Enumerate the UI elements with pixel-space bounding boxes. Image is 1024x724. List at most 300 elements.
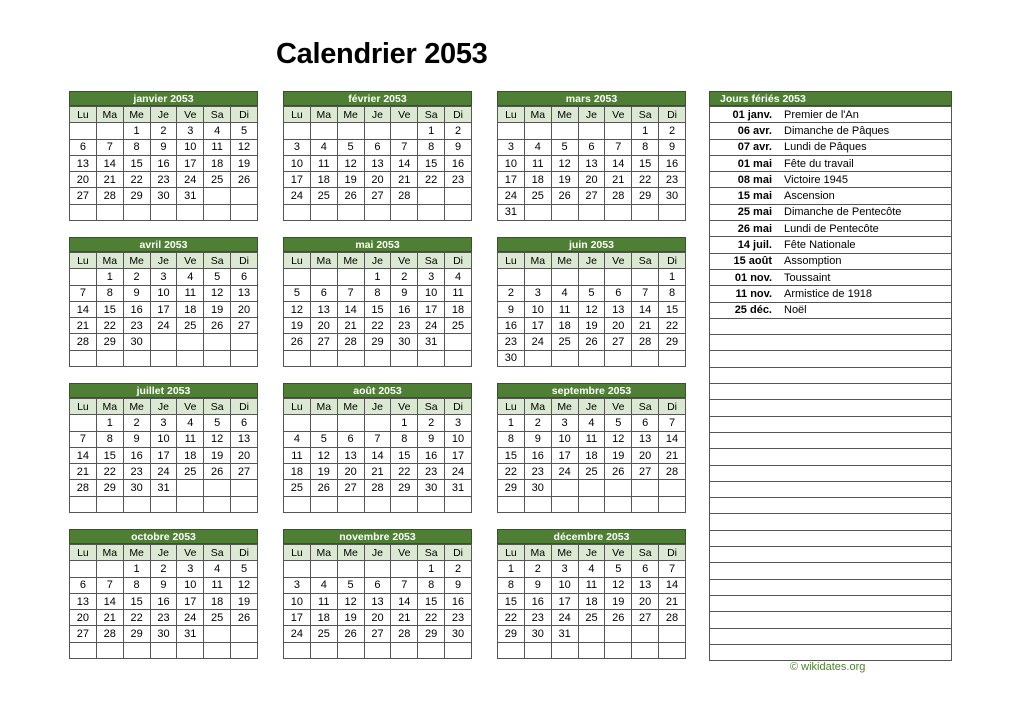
day-cell: 14 — [659, 431, 686, 447]
day-cell — [96, 350, 123, 366]
weekday-label: Ma — [96, 399, 123, 415]
holiday-date — [710, 318, 777, 334]
month-calendar — [283, 237, 472, 367]
day-cell — [364, 561, 391, 577]
day-cell — [605, 642, 632, 658]
day-cell: 6 — [310, 285, 337, 301]
day-cell: 27 — [310, 334, 337, 350]
day-cell: 29 — [123, 188, 150, 204]
day-cell: 28 — [96, 188, 123, 204]
day-cell: 7 — [96, 577, 123, 593]
holiday-date — [710, 547, 777, 563]
holiday-row — [710, 302, 952, 318]
holiday-name — [776, 514, 952, 530]
holiday-name — [776, 318, 952, 334]
week-row — [284, 610, 472, 626]
day-cell: 3 — [445, 415, 472, 431]
weekday-label: Ve — [391, 399, 418, 415]
day-cell: 23 — [418, 464, 445, 480]
day-cell: 17 — [551, 593, 578, 609]
day-cell — [70, 642, 97, 658]
day-cell — [498, 496, 525, 512]
day-cell: 17 — [177, 593, 204, 609]
day-cell: 21 — [96, 172, 123, 188]
week-row — [498, 285, 686, 301]
day-cell — [632, 626, 659, 642]
day-cell: 23 — [524, 464, 551, 480]
holiday-row — [710, 367, 952, 383]
day-cell — [96, 561, 123, 577]
day-cell: 27 — [70, 188, 97, 204]
day-cell — [551, 269, 578, 285]
weekday-label: Ve — [605, 545, 632, 561]
day-cell — [177, 204, 204, 220]
day-cell: 25 — [578, 610, 605, 626]
day-cell: 22 — [364, 318, 391, 334]
month-header: avril 2053 — [69, 237, 258, 252]
day-cell: 8 — [96, 285, 123, 301]
weekday-label: Je — [364, 545, 391, 561]
month-calendar — [69, 91, 258, 221]
day-cell: 14 — [605, 155, 632, 171]
weekday-label: Sa — [204, 545, 231, 561]
day-cell: 21 — [364, 464, 391, 480]
week-row — [284, 593, 472, 609]
day-cell: 24 — [177, 172, 204, 188]
day-cell: 3 — [150, 415, 177, 431]
day-cell: 24 — [524, 334, 551, 350]
weekday-label: Ve — [177, 107, 204, 123]
day-cell: 29 — [498, 480, 525, 496]
holiday-row — [710, 253, 952, 269]
day-cell: 25 — [578, 464, 605, 480]
day-cell — [605, 480, 632, 496]
holiday-row — [710, 481, 952, 497]
week-row — [498, 350, 686, 366]
day-cell: 11 — [310, 155, 337, 171]
day-cell: 19 — [605, 447, 632, 463]
week-row — [498, 334, 686, 350]
day-cell: 30 — [445, 626, 472, 642]
day-cell: 8 — [498, 431, 525, 447]
day-cell — [578, 269, 605, 285]
holiday-row — [710, 514, 952, 530]
week-row — [70, 464, 258, 480]
day-cell — [310, 269, 337, 285]
day-cell — [524, 642, 551, 658]
day-cell — [96, 204, 123, 220]
day-cell — [337, 561, 364, 577]
day-cell: 18 — [578, 447, 605, 463]
weekday-label: Je — [578, 399, 605, 415]
weekday-label: Ve — [605, 107, 632, 123]
day-cell: 10 — [284, 593, 311, 609]
week-row — [498, 172, 686, 188]
day-cell: 5 — [605, 415, 632, 431]
week-row — [70, 577, 258, 593]
day-cell: 17 — [177, 155, 204, 171]
day-cell: 23 — [498, 334, 525, 350]
day-cell — [70, 415, 97, 431]
day-cell — [123, 496, 150, 512]
day-cell: 12 — [204, 431, 231, 447]
day-cell: 9 — [123, 285, 150, 301]
holiday-date: 15 août — [710, 253, 777, 269]
day-cell: 8 — [123, 139, 150, 155]
day-cell: 31 — [445, 480, 472, 496]
day-cell: 10 — [498, 155, 525, 171]
day-cell: 26 — [337, 188, 364, 204]
day-cell: 8 — [418, 577, 445, 593]
day-cell: 23 — [150, 610, 177, 626]
week-row — [70, 204, 258, 220]
day-cell: 29 — [96, 334, 123, 350]
holiday-row — [710, 351, 952, 367]
day-cell — [284, 123, 311, 139]
day-cell: 5 — [337, 139, 364, 155]
day-cell: 7 — [391, 139, 418, 155]
week-row — [284, 464, 472, 480]
week-row — [284, 269, 472, 285]
day-cell — [498, 269, 525, 285]
day-cell — [632, 269, 659, 285]
day-cell: 28 — [391, 188, 418, 204]
day-cell: 16 — [150, 155, 177, 171]
page-title: Calendrier 2053 — [276, 38, 488, 70]
weekday-label: Lu — [70, 399, 97, 415]
holiday-date: 06 avr. — [710, 123, 777, 139]
week-row — [498, 269, 686, 285]
day-cell — [364, 415, 391, 431]
day-cell: 3 — [284, 139, 311, 155]
weekday-label: Lu — [284, 399, 311, 415]
day-cell — [605, 123, 632, 139]
day-cell: 27 — [231, 318, 258, 334]
week-row — [284, 480, 472, 496]
week-row — [284, 155, 472, 171]
holiday-row — [710, 221, 952, 237]
day-cell: 6 — [231, 415, 258, 431]
day-cell — [96, 123, 123, 139]
day-cell — [632, 350, 659, 366]
day-cell — [123, 642, 150, 658]
day-cell: 12 — [231, 577, 258, 593]
month-calendar — [283, 383, 472, 513]
day-cell: 1 — [659, 269, 686, 285]
day-cell — [418, 188, 445, 204]
weekday-label: Me — [337, 107, 364, 123]
day-cell: 21 — [659, 593, 686, 609]
day-cell: 4 — [204, 123, 231, 139]
day-cell: 29 — [659, 334, 686, 350]
day-cell: 22 — [96, 464, 123, 480]
weekday-label: Lu — [498, 253, 525, 269]
day-cell — [204, 334, 231, 350]
day-cell: 28 — [364, 480, 391, 496]
day-cell: 25 — [284, 480, 311, 496]
day-cell — [177, 480, 204, 496]
holiday-name: Fête Nationale — [776, 237, 952, 253]
weekday-label: Sa — [204, 107, 231, 123]
day-cell: 4 — [204, 561, 231, 577]
weekday-label: Di — [659, 545, 686, 561]
day-cell: 8 — [632, 139, 659, 155]
day-cell: 26 — [551, 188, 578, 204]
holiday-date — [710, 400, 777, 416]
day-cell — [231, 350, 258, 366]
day-cell: 2 — [150, 123, 177, 139]
day-cell: 28 — [391, 626, 418, 642]
day-cell: 28 — [659, 610, 686, 626]
holiday-row — [710, 335, 952, 351]
holiday-row — [710, 449, 952, 465]
day-cell: 3 — [150, 269, 177, 285]
month-calendar — [497, 91, 686, 221]
day-cell — [150, 350, 177, 366]
day-cell — [284, 415, 311, 431]
holiday-name — [776, 335, 952, 351]
day-cell: 10 — [551, 431, 578, 447]
day-cell: 1 — [498, 561, 525, 577]
week-row — [70, 480, 258, 496]
weekday-label: Me — [551, 399, 578, 415]
day-cell: 25 — [445, 318, 472, 334]
day-cell — [70, 561, 97, 577]
day-cell — [445, 496, 472, 512]
month-header: octobre 2053 — [69, 529, 258, 544]
weekday-label: Je — [150, 253, 177, 269]
day-cell: 12 — [310, 447, 337, 463]
weekday-label: Sa — [418, 399, 445, 415]
weekday-label: Ve — [177, 545, 204, 561]
week-row — [284, 642, 472, 658]
day-cell: 1 — [498, 415, 525, 431]
day-cell: 14 — [337, 301, 364, 317]
day-cell: 11 — [310, 593, 337, 609]
holiday-date — [710, 449, 777, 465]
holiday-date: 11 nov. — [710, 286, 777, 302]
day-cell — [364, 204, 391, 220]
day-cell: 31 — [177, 626, 204, 642]
day-cell: 25 — [177, 318, 204, 334]
day-cell: 31 — [551, 626, 578, 642]
holiday-row — [710, 432, 952, 448]
day-cell: 15 — [96, 301, 123, 317]
weekday-label: Di — [231, 399, 258, 415]
holiday-name — [776, 416, 952, 432]
day-cell: 1 — [418, 123, 445, 139]
holiday-row — [710, 123, 952, 139]
day-cell: 29 — [364, 334, 391, 350]
day-cell — [204, 480, 231, 496]
week-row — [284, 350, 472, 366]
weekday-label: Di — [659, 399, 686, 415]
day-cell: 22 — [123, 610, 150, 626]
day-cell — [551, 642, 578, 658]
week-row — [70, 123, 258, 139]
day-cell — [524, 350, 551, 366]
weekday-label: Di — [231, 253, 258, 269]
day-cell: 12 — [284, 301, 311, 317]
day-cell — [204, 496, 231, 512]
day-cell: 19 — [231, 155, 258, 171]
day-cell — [418, 204, 445, 220]
day-cell: 26 — [337, 626, 364, 642]
weekday-row — [284, 107, 472, 123]
day-cell — [391, 496, 418, 512]
day-cell: 24 — [445, 464, 472, 480]
holiday-name — [776, 547, 952, 563]
day-cell — [364, 642, 391, 658]
holiday-date: 14 juil. — [710, 237, 777, 253]
day-cell: 16 — [391, 301, 418, 317]
day-cell: 1 — [123, 123, 150, 139]
day-cell: 27 — [231, 464, 258, 480]
weekday-label: Ma — [524, 399, 551, 415]
day-cell: 18 — [578, 593, 605, 609]
day-cell: 3 — [551, 415, 578, 431]
holiday-date — [710, 351, 777, 367]
day-cell: 7 — [364, 431, 391, 447]
day-cell: 19 — [231, 593, 258, 609]
holiday-row — [710, 628, 952, 644]
day-cell: 12 — [337, 593, 364, 609]
holiday-date: 25 mai — [710, 204, 777, 220]
day-cell: 26 — [231, 172, 258, 188]
day-cell: 28 — [337, 334, 364, 350]
day-cell: 4 — [310, 577, 337, 593]
day-cell: 1 — [391, 415, 418, 431]
holiday-row — [710, 612, 952, 628]
day-cell: 21 — [96, 610, 123, 626]
day-cell — [231, 626, 258, 642]
week-row — [498, 496, 686, 512]
day-cell: 27 — [605, 334, 632, 350]
day-cell: 6 — [632, 561, 659, 577]
day-cell: 12 — [605, 577, 632, 593]
month-calendar — [69, 529, 258, 659]
day-cell: 23 — [123, 464, 150, 480]
week-row — [498, 415, 686, 431]
day-cell: 21 — [632, 318, 659, 334]
day-cell: 2 — [418, 415, 445, 431]
day-cell — [70, 269, 97, 285]
day-cell: 16 — [524, 447, 551, 463]
day-cell: 9 — [659, 139, 686, 155]
day-cell — [284, 642, 311, 658]
day-cell: 9 — [391, 285, 418, 301]
day-cell: 2 — [659, 123, 686, 139]
month-header: novembre 2053 — [283, 529, 472, 544]
day-cell: 20 — [605, 318, 632, 334]
weekday-label: Di — [659, 253, 686, 269]
day-cell: 11 — [578, 431, 605, 447]
holiday-name — [776, 628, 952, 644]
day-cell — [310, 561, 337, 577]
day-cell — [310, 123, 337, 139]
day-cell: 19 — [337, 172, 364, 188]
day-cell — [498, 123, 525, 139]
day-cell: 21 — [391, 172, 418, 188]
day-cell: 2 — [445, 561, 472, 577]
day-cell — [524, 123, 551, 139]
day-cell: 26 — [204, 464, 231, 480]
holiday-name — [776, 432, 952, 448]
holiday-row — [710, 204, 952, 220]
day-cell — [231, 204, 258, 220]
day-cell — [204, 642, 231, 658]
day-cell: 23 — [445, 172, 472, 188]
day-cell — [337, 415, 364, 431]
day-cell — [524, 269, 551, 285]
day-cell: 10 — [150, 431, 177, 447]
weekday-row — [498, 253, 686, 269]
holiday-row — [710, 318, 952, 334]
holiday-date — [710, 498, 777, 514]
day-cell: 6 — [70, 577, 97, 593]
weekday-label: Lu — [498, 545, 525, 561]
day-cell: 3 — [524, 285, 551, 301]
day-cell: 14 — [659, 577, 686, 593]
day-cell: 5 — [605, 561, 632, 577]
holiday-date — [710, 644, 777, 660]
day-cell: 21 — [605, 172, 632, 188]
day-cell: 1 — [418, 561, 445, 577]
day-cell — [659, 626, 686, 642]
week-row — [70, 139, 258, 155]
day-cell: 14 — [391, 593, 418, 609]
day-cell: 12 — [605, 431, 632, 447]
day-cell — [310, 350, 337, 366]
holiday-name — [776, 644, 952, 660]
week-row — [70, 626, 258, 642]
day-cell: 16 — [498, 318, 525, 334]
holiday-row — [710, 155, 952, 171]
month-calendar — [283, 91, 472, 221]
week-row — [498, 139, 686, 155]
day-cell: 25 — [204, 610, 231, 626]
day-cell — [578, 642, 605, 658]
day-cell — [391, 561, 418, 577]
day-cell: 19 — [284, 318, 311, 334]
day-cell: 8 — [364, 285, 391, 301]
weekday-row — [498, 545, 686, 561]
day-cell: 6 — [364, 139, 391, 155]
day-cell: 23 — [445, 610, 472, 626]
weekday-label: Ma — [96, 545, 123, 561]
day-cell: 17 — [524, 318, 551, 334]
day-cell: 4 — [445, 269, 472, 285]
day-cell: 8 — [391, 431, 418, 447]
day-cell: 18 — [204, 593, 231, 609]
month-header: septembre 2053 — [497, 383, 686, 398]
holiday-name — [776, 351, 952, 367]
day-cell: 24 — [551, 464, 578, 480]
month-calendar — [497, 383, 686, 513]
holiday-date — [710, 530, 777, 546]
week-row — [498, 577, 686, 593]
day-cell: 26 — [578, 334, 605, 350]
day-cell: 7 — [70, 285, 97, 301]
week-row — [284, 496, 472, 512]
day-cell: 19 — [204, 301, 231, 317]
day-cell: 27 — [578, 188, 605, 204]
day-cell: 15 — [123, 155, 150, 171]
week-row — [284, 285, 472, 301]
day-cell: 4 — [551, 285, 578, 301]
month-calendar — [497, 529, 686, 659]
day-cell: 5 — [231, 561, 258, 577]
